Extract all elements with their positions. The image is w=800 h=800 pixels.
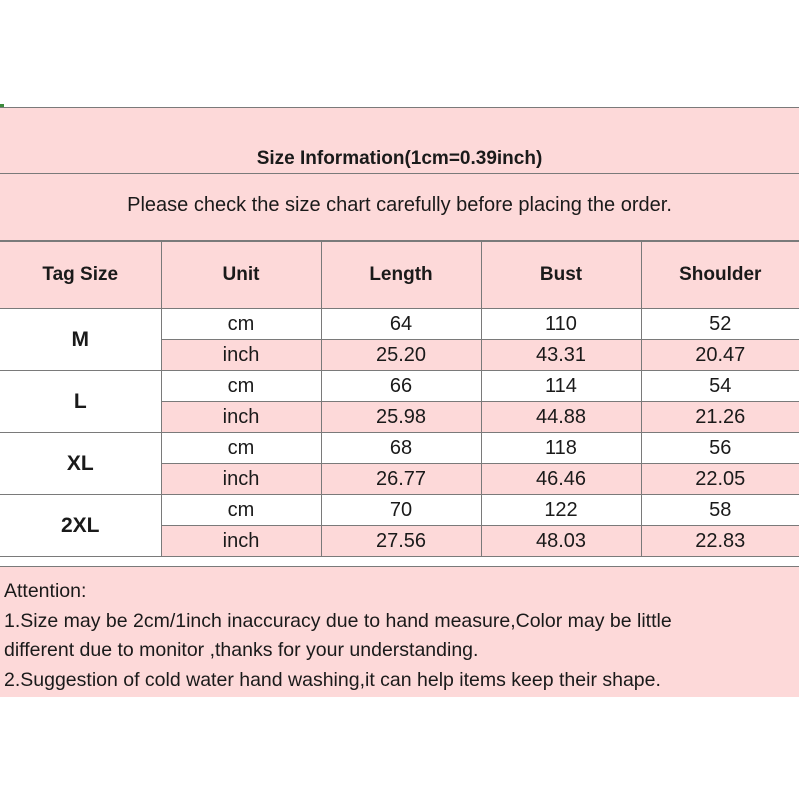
shoulder-cell: 58	[641, 495, 799, 526]
unit-cell: inch	[161, 526, 321, 557]
table-row	[0, 309, 799, 340]
shoulder-cell: 52	[641, 309, 799, 340]
unit-cell: inch	[161, 340, 321, 371]
table-row	[0, 433, 799, 464]
bust-cell: 110	[481, 309, 641, 340]
table-row	[0, 371, 799, 402]
length-cell: 25.20	[321, 340, 481, 371]
unit-cell: cm	[161, 309, 321, 340]
attention-line: 1.Size may be 2cm/1inch inaccuracy due to hand measure,Color may be little	[4, 609, 672, 632]
length-cell: 70	[321, 495, 481, 526]
unit-cell: inch	[161, 464, 321, 495]
size-chart	[0, 107, 799, 697]
column-header: Unit	[161, 242, 321, 309]
tag-size-cell: XL	[0, 433, 161, 495]
attention-heading: Attention:	[4, 580, 87, 602]
shoulder-cell: 56	[641, 433, 799, 464]
attention-line: 2.Suggestion of cold water hand washing,it can help items keep their shape.	[4, 668, 661, 691]
size-chart-title: Size Information(1cm=0.39inch)	[256, 148, 543, 169]
length-cell: 26.77	[321, 464, 481, 495]
bust-cell: 48.03	[481, 526, 641, 557]
bust-cell: 122	[481, 495, 641, 526]
length-cell: 66	[321, 371, 481, 402]
bust-cell: 43.31	[481, 340, 641, 371]
column-header: Length	[321, 242, 481, 309]
unit-cell: inch	[161, 402, 321, 433]
shoulder-cell: 21.26	[641, 402, 799, 433]
bust-cell: 44.88	[481, 402, 641, 433]
title-row	[0, 108, 799, 174]
length-cell: 25.98	[321, 402, 481, 433]
unit-cell: cm	[161, 371, 321, 402]
length-cell: 27.56	[321, 526, 481, 557]
bust-cell: 114	[481, 371, 641, 402]
tag-size-cell: M	[0, 309, 161, 371]
notice-text: Please check the size chart carefully before placing the order.	[127, 194, 672, 216]
shoulder-cell: 22.83	[641, 526, 799, 557]
tag-size-cell: 2XL	[0, 495, 161, 557]
tag-size-cell: L	[0, 371, 161, 433]
notice-row	[0, 174, 799, 241]
length-cell: 64	[321, 309, 481, 340]
attention-line: different due to monitor ,thanks for your understanding.	[4, 639, 479, 661]
size-table	[0, 241, 799, 557]
length-cell: 68	[321, 433, 481, 464]
column-header: Shoulder	[641, 242, 799, 309]
shoulder-cell: 20.47	[641, 340, 799, 371]
unit-cell: cm	[161, 433, 321, 464]
shoulder-cell: 22.05	[641, 464, 799, 495]
header-row	[0, 242, 799, 309]
shoulder-cell: 54	[641, 371, 799, 402]
table-row	[0, 495, 799, 526]
attention-box	[0, 566, 799, 697]
column-header: Bust	[481, 242, 641, 309]
bust-cell: 46.46	[481, 464, 641, 495]
unit-cell: cm	[161, 495, 321, 526]
column-header: Tag Size	[0, 242, 161, 309]
bust-cell: 118	[481, 433, 641, 464]
